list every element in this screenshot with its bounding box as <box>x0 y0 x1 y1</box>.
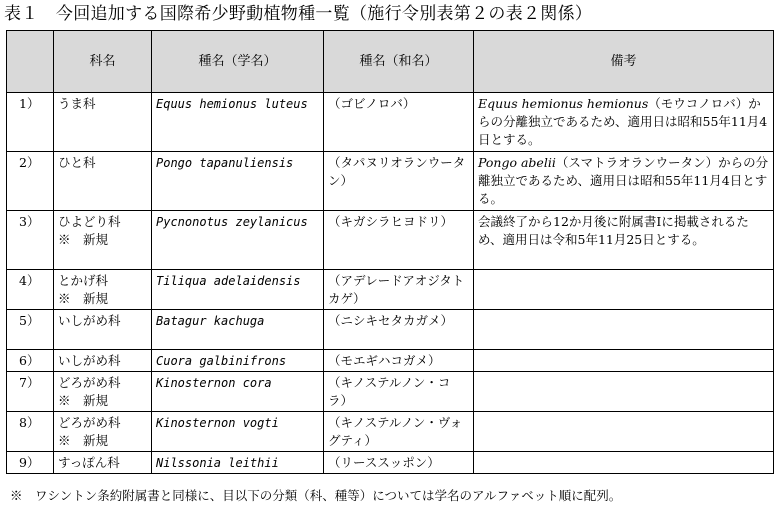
family-name: どろがめ科 <box>58 415 121 430</box>
table-row <box>7 310 774 350</box>
note-text: （スマトラオランウータン）からの分離独立であるため、適用日は昭和55年11月4日とする。 <box>478 155 769 206</box>
scientific-name: Cuora galbinifrons <box>152 350 324 372</box>
species-table <box>6 30 774 474</box>
row-number: 6） <box>7 350 54 372</box>
notes-cell <box>474 93 774 152</box>
row-number: 3） <box>7 211 54 270</box>
note-scientific-name: Equus hemionus hemionus <box>478 96 649 111</box>
japanese-name: （ゴビノロバ） <box>324 93 474 152</box>
family-cell <box>54 372 152 412</box>
family-name: いしがめ科 <box>58 353 121 368</box>
family-cell <box>54 211 152 270</box>
table-row <box>7 152 774 211</box>
row-number: 7） <box>7 372 54 412</box>
notes-cell <box>474 372 774 412</box>
row-number: 1） <box>7 93 54 152</box>
scientific-name: Batagur kachuga <box>152 310 324 350</box>
row-number: 9） <box>7 452 54 474</box>
japanese-name: （キガシラヒヨドリ） <box>324 211 474 270</box>
scientific-name: Kinosternon cora <box>152 372 324 412</box>
family-name: いしがめ科 <box>58 313 121 328</box>
scientific-name: Pongo tapanuliensis <box>152 152 324 211</box>
family-cell <box>54 270 152 310</box>
notes-cell <box>474 452 774 474</box>
footnote: ※ ワシントン条約附属書と同様に、目以下の分類（科、種等）については学名のアルファベット順に配列。 <box>10 488 622 503</box>
header-japanese-name: 種名（和名） <box>324 31 474 93</box>
table-row <box>7 270 774 310</box>
family-name: うま科 <box>58 96 96 111</box>
table-row <box>7 412 774 452</box>
table-row <box>7 350 774 372</box>
notes-cell <box>474 350 774 372</box>
notes-cell <box>474 211 774 270</box>
japanese-name: （アデレードアオジタトカゲ） <box>324 270 474 310</box>
japanese-name: （モエギハコガメ） <box>324 350 474 372</box>
header-number <box>7 31 54 93</box>
scientific-name: Equus hemionus luteus <box>152 93 324 152</box>
notes-cell <box>474 270 774 310</box>
family-cell <box>54 350 152 372</box>
family-name: どろがめ科 <box>58 375 121 390</box>
family-name: とかげ科 <box>58 273 109 288</box>
table-title: 表１ 今回追加する国際希少野動植物種一覧（施行令別表第２の表２関係） <box>4 4 593 24</box>
notes-cell <box>474 412 774 452</box>
family-cell <box>54 452 152 474</box>
japanese-name: （タパヌリオランウータン） <box>324 152 474 211</box>
note-text: （モウコノロバ）からの分離独立であるため、適用日は昭和55年11月4日とする。 <box>478 96 768 147</box>
japanese-name: （ニシキセタカガメ） <box>324 310 474 350</box>
table-row <box>7 211 774 270</box>
family-cell <box>54 93 152 152</box>
notes-cell <box>474 310 774 350</box>
japanese-name: （リーススッポン） <box>324 452 474 474</box>
scientific-name: Pycnonotus zeylanicus <box>152 211 324 270</box>
table-header-row <box>7 31 774 93</box>
scientific-name: Nilssonia leithii <box>152 452 324 474</box>
notes-cell <box>474 152 774 211</box>
japanese-name: （キノステルノン・ヴォグティ） <box>324 412 474 452</box>
header-scientific-name: 種名（学名） <box>152 31 324 93</box>
family-name: ひよどり科 <box>58 214 121 229</box>
table-row <box>7 452 774 474</box>
row-number: 8） <box>7 412 54 452</box>
header-family: 科名 <box>54 31 152 93</box>
family-cell <box>54 412 152 452</box>
row-number: 2） <box>7 152 54 211</box>
family-name: すっぽん科 <box>58 455 120 470</box>
family-cell <box>54 152 152 211</box>
note-scientific-name: Pongo abelii <box>478 155 556 170</box>
table-row <box>7 93 774 152</box>
table-row <box>7 372 774 412</box>
new-badge: ※ 新規 <box>58 291 109 306</box>
new-badge: ※ 新規 <box>58 393 109 408</box>
scientific-name: Kinosternon vogti <box>152 412 324 452</box>
family-name: ひと科 <box>58 155 96 170</box>
family-cell <box>54 310 152 350</box>
row-number: 4） <box>7 270 54 310</box>
new-badge: ※ 新規 <box>58 433 109 448</box>
header-notes: 備考 <box>474 31 774 93</box>
row-number: 5） <box>7 310 54 350</box>
japanese-name: （キノステルノン・コラ） <box>324 372 474 412</box>
new-badge: ※ 新規 <box>58 232 109 247</box>
note-text: 会議終了から12か月後に附属書Iに掲載されるため、適用日は令和5年11月25日とする。 <box>478 214 749 247</box>
scientific-name: Tiliqua adelaidensis <box>152 270 324 310</box>
